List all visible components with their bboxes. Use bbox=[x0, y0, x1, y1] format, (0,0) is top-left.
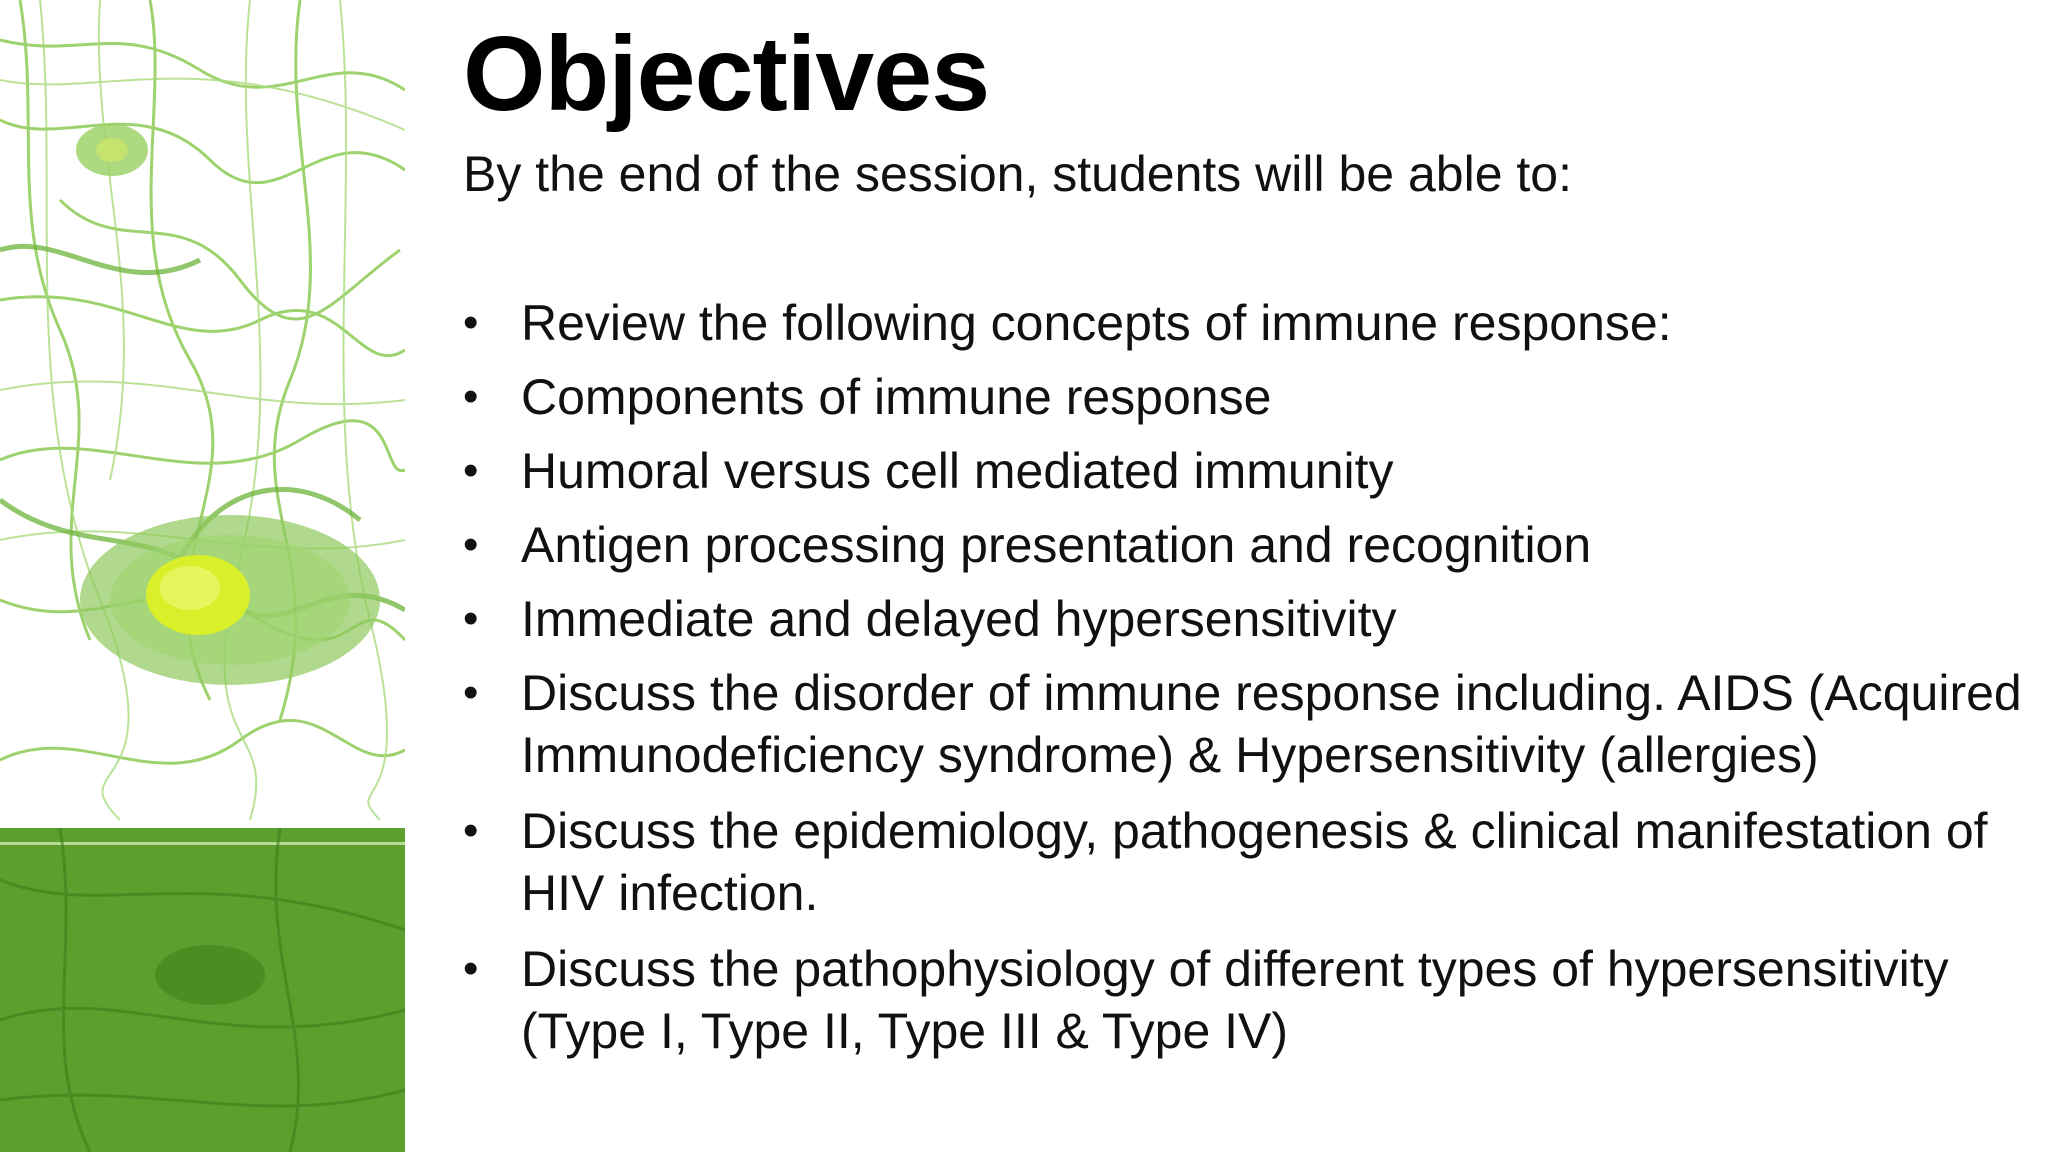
objectives-list bbox=[463, 292, 2023, 1076]
list-item bbox=[463, 366, 2023, 428]
bullet-icon: • bbox=[463, 298, 479, 347]
list-item bbox=[463, 292, 2023, 354]
slide-content bbox=[463, 0, 2023, 1152]
bullet-icon: • bbox=[463, 372, 479, 421]
list-item bbox=[463, 440, 2023, 502]
bullet-icon: • bbox=[463, 668, 479, 717]
list-item-text: Discuss the disorder of immune response including. AIDS (Acquired Immunodeficiency syndrome) & Hypersensitivity (allergies) bbox=[521, 665, 2022, 783]
list-item-text: Discuss the epidemiology, pathogenesis & clinical manifestation of HIV infection. bbox=[521, 803, 1988, 921]
list-item-text: Humoral versus cell mediated immunity bbox=[521, 443, 1394, 499]
list-item bbox=[463, 588, 2023, 650]
list-item-text: Discuss the pathophysiology of different types of hypersensitivity (Type I, Type II, Type III & Type IV) bbox=[521, 941, 1949, 1059]
list-item bbox=[463, 514, 2023, 576]
bullet-icon: • bbox=[463, 594, 479, 643]
list-item-text: Immediate and delayed hypersensitivity bbox=[521, 591, 1397, 647]
bullet-icon: • bbox=[463, 520, 479, 569]
list-item-text: Review the following concepts of immune response: bbox=[521, 295, 1672, 351]
list-item-text: Antigen processing presentation and recognition bbox=[521, 517, 1592, 573]
bullet-icon: • bbox=[463, 944, 479, 993]
neuron-network-illustration-icon bbox=[0, 0, 405, 1152]
list-item-text: Components of immune response bbox=[521, 369, 1272, 425]
band-cell bbox=[155, 945, 265, 1005]
list-item bbox=[463, 800, 2023, 924]
bullet-icon: • bbox=[463, 806, 479, 855]
side-decorative-image bbox=[0, 0, 405, 1152]
bullet-icon: • bbox=[463, 446, 479, 495]
list-item bbox=[463, 938, 2023, 1062]
slide-title: Objectives bbox=[463, 15, 990, 133]
list-item bbox=[463, 662, 2023, 786]
slide-intro: By the end of the session, students will be able to: bbox=[463, 146, 1573, 202]
